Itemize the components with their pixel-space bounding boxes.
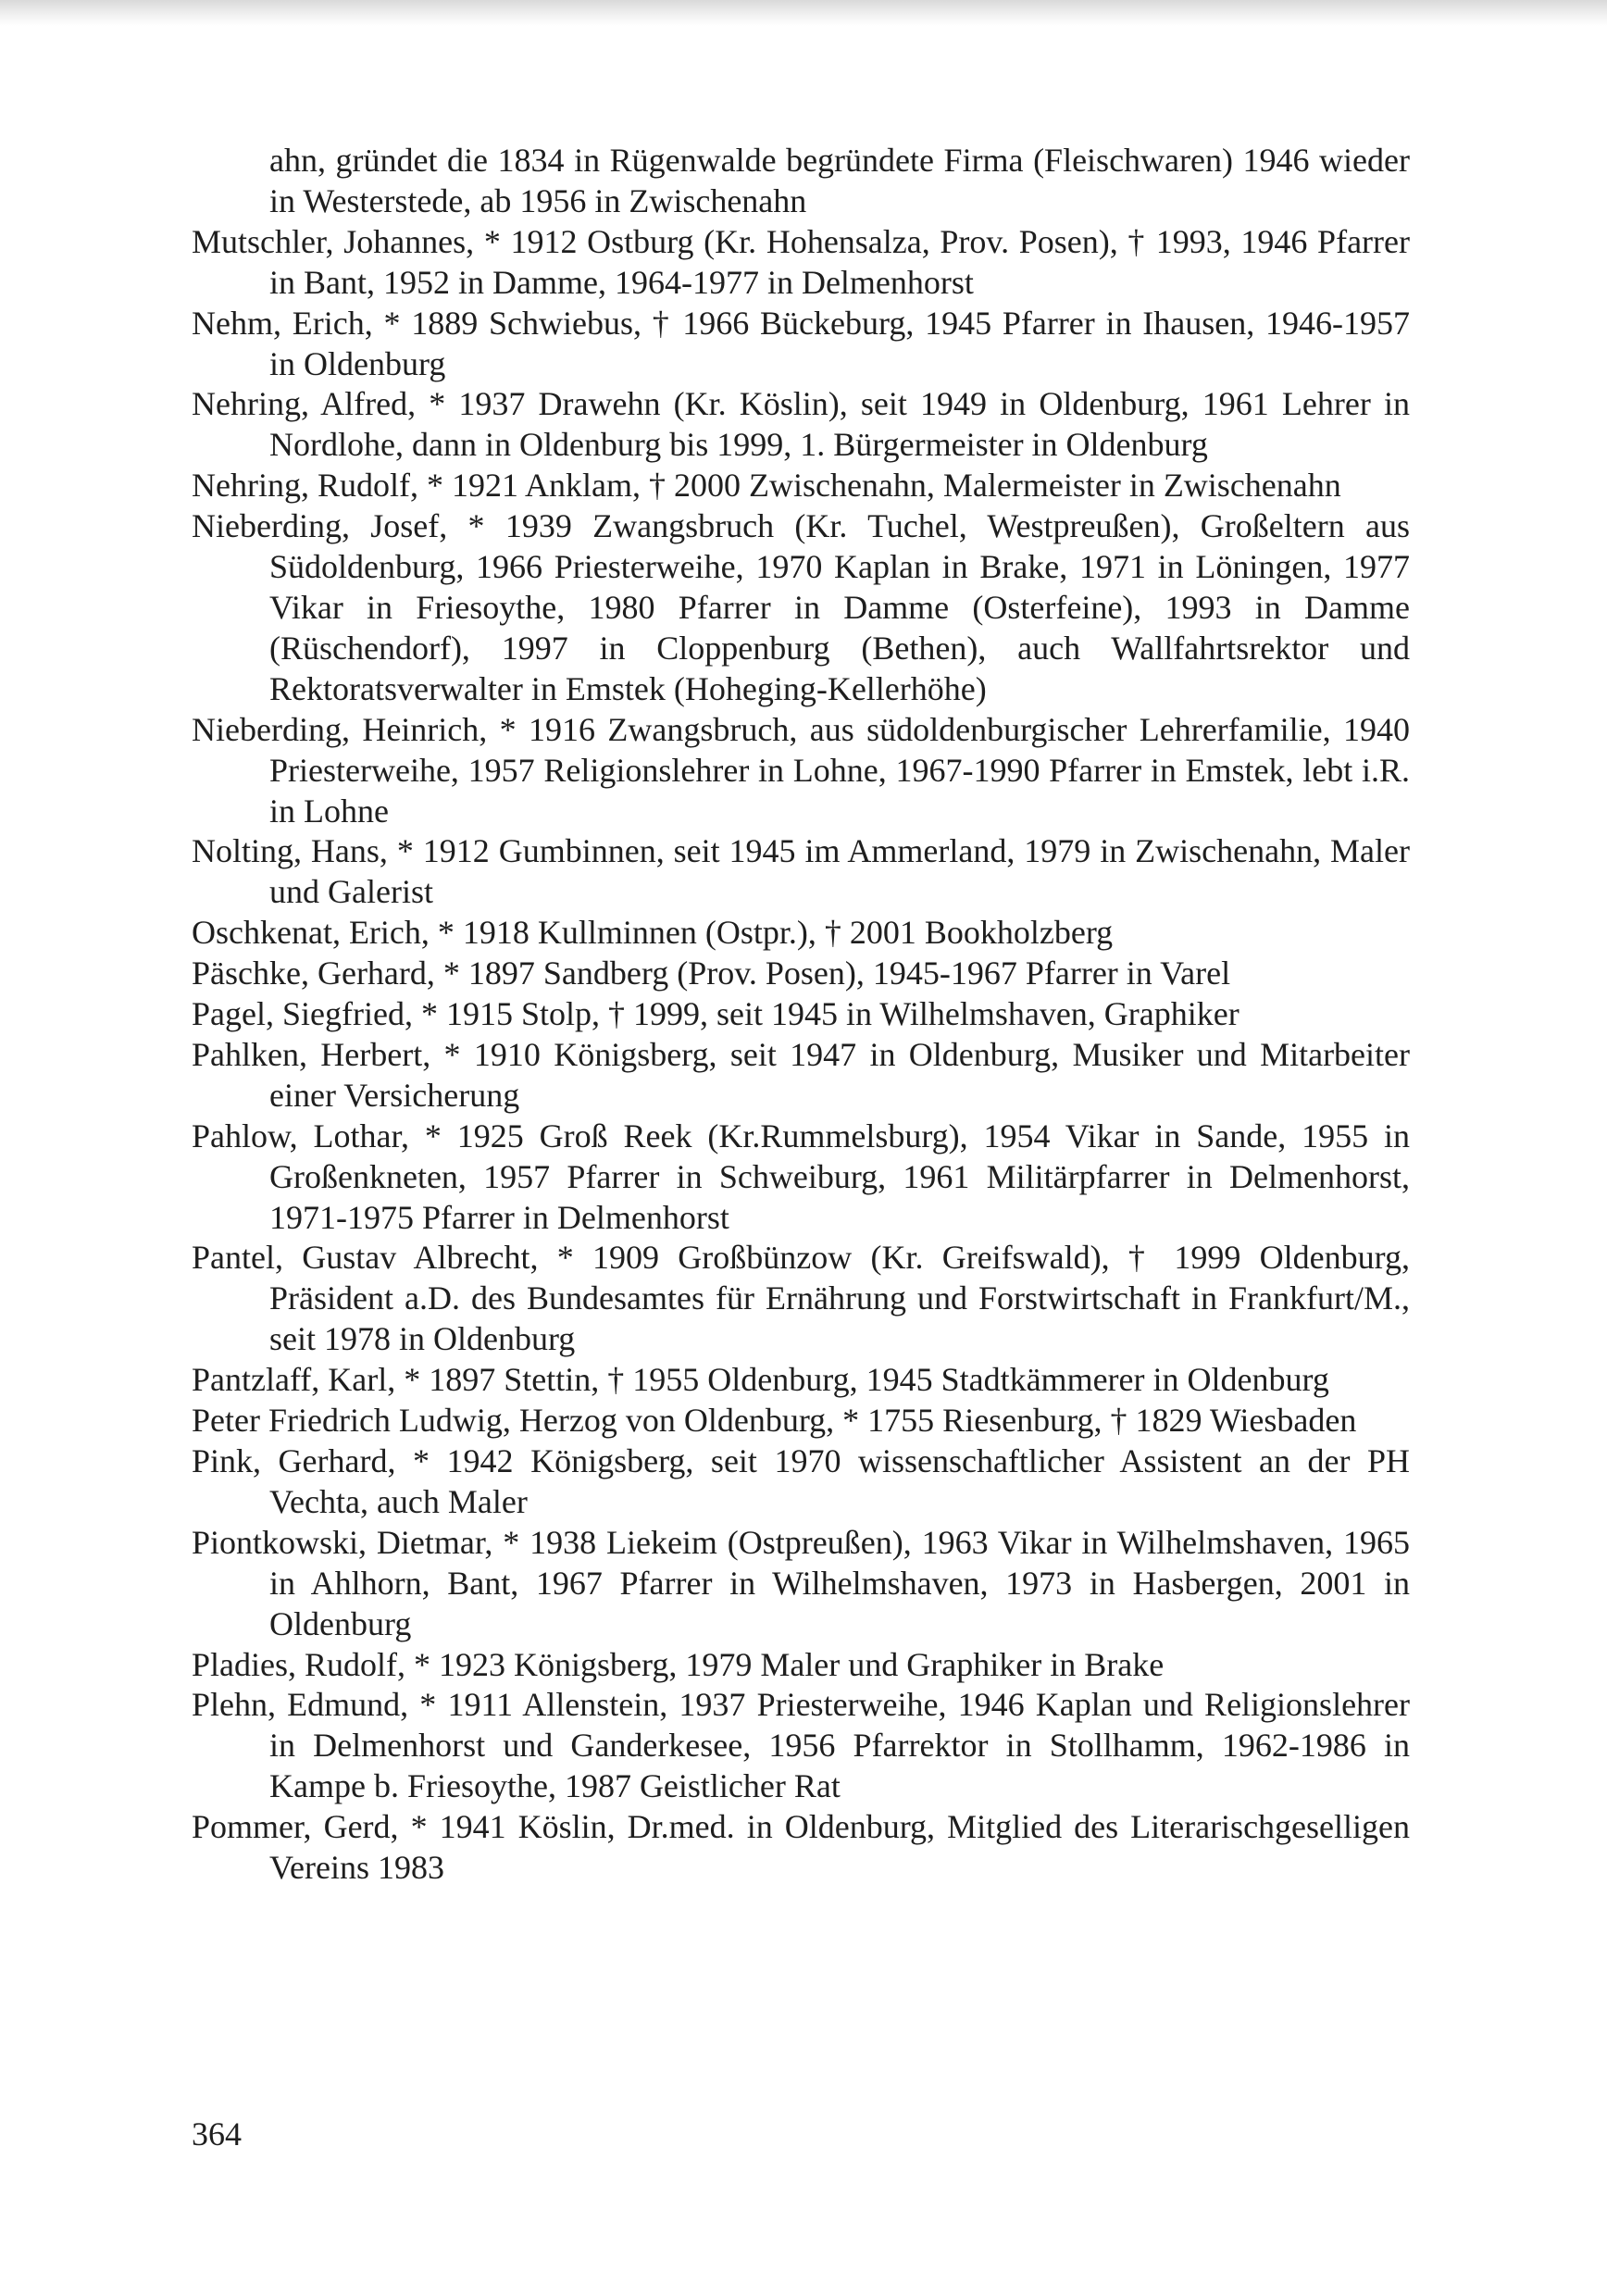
entry-pink-gerhard: Pink, Gerhard, * 1942 Königsberg, seit 1970 wissenschaftlicher Assistent an der PH Vechta, auch Maler (192, 1442, 1410, 1520)
entry-pantel-gustav-albrecht: Pantel, Gustav Albrecht, * 1909 Großbünzow (Kr. Greifswald), † 1999 Oldenburg, Präsident a.D. des Bundesamtes für Ernährung und Forstwirtschaft in Frankfurt/M., seit 1978 in Oldenburg (192, 1239, 1410, 1358)
entry-pagel-siegfried: Pagel, Siegfried, * 1915 Stolp, † 1999, seit 1945 in Wilhelmshaven, Graphiker (192, 995, 1240, 1033)
entry-nehring-alfred: Nehring, Alfred, * 1937 Drawehn (Kr. Köslin), seit 1949 in Oldenburg, 1961 Lehrer in Nordlohe, dann in Oldenburg bis 1999, 1. Bürgermeister in Oldenburg (192, 385, 1410, 464)
page-number: 364 (192, 2115, 242, 2152)
entry-peter-friedrich-ludwig: Peter Friedrich Ludwig, Herzog von Oldenburg, * 1755 Riesenburg, † 1829 Wiesbaden (192, 1402, 1357, 1440)
entry-nieberding-heinrich: Nieberding, Heinrich, * 1916 Zwangsbruch, aus südoldenburgischer Lehrerfamilie, 1940 Priesterweihe, 1957 Religionslehrer in Lohne, 1967-1990 Pfarrer in Emstek, lebt i.R. in Lohne (192, 710, 1410, 830)
entry-continuation: ahn, gründet die 1834 in Rügenwalde begründete Firma (Fleischwaren) 1946 wieder in Westerstede, ab 1956 in Zwischenahn (269, 142, 1410, 219)
entry-pommer-gerd: Pommer, Gerd, * 1941 Köslin, Dr.med. in Oldenburg, Mitglied des Literarischgeselligen Vereins 1983 (192, 1808, 1410, 1887)
scan-edge-shadow (0, 0, 1607, 26)
entry-pantzlaff-karl: Pantzlaff, Karl, * 1897 Stettin, † 1955 Oldenburg, 1945 Stadtkämmerer in Oldenburg (192, 1361, 1329, 1399)
entry-nehm-erich: Nehm, Erich, * 1889 Schwiebus, † 1966 Bückeburg, 1945 Pfarrer in Ihausen, 1946-1957 in Oldenburg (192, 304, 1410, 382)
entry-nieberding-josef: Nieberding, Josef, * 1939 Zwangsbruch (Kr. Tuchel, Westpreußen), Großeltern aus Südoldenburg, 1966 Priesterweihe, 1970 Kaplan in Brake, 1971 in Löningen, 1977 Vikar in Friesoythe, 1980 Pfarrer in Damme (Osterfeine), 1993 in Damme (Rüschendorf), 1997 in Cloppenburg (Bethen), auch Wallfahrtsrektor und Rektoratsverwalter in Emstek (Hoheging-Kellerhöhe) (192, 507, 1410, 707)
entry-piontkowski-dietmar: Piontkowski, Dietmar, * 1938 Liekeim (Ostpreußen), 1963 Vikar in Wilhelmshaven, 1965 in Ahlhorn, Bant, 1967 Pfarrer in Wilhelmshaven, 1973 in Hasbergen, 2001 in Oldenburg (192, 1523, 1410, 1642)
entry-pahlken-herbert: Pahlken, Herbert, * 1910 Königsberg, seit 1947 in Oldenburg, Musiker und Mitarbeiter einer Versicherung (192, 1035, 1410, 1114)
entry-nehring-rudolf: Nehring, Rudolf, * 1921 Anklam, † 2000 Zwischenahn, Malermeister in Zwischenahn (192, 467, 1341, 505)
entry-pahlow-lothar: Pahlow, Lothar, * 1925 Groß Reek (Kr.Rummelsburg), 1954 Vikar in Sande, 1955 in Großenkneten, 1957 Pfarrer in Schweiburg, 1961 Militärpfarrer in Delmenhorst, 1971-1975 Pfarrer in Delmenhorst (192, 1117, 1410, 1236)
entry-mutschler-johannes: Mutschler, Johannes, * 1912 Ostburg (Kr. Hohensalza, Prov. Posen), † 1993, 1946 Pfarrer in Bant, 1952 in Damme, 1964-1977 in Delmenhorst (192, 222, 1410, 301)
entry-plehn-edmund: Plehn, Edmund, * 1911 Allenstein, 1937 Priesterweihe, 1946 Kaplan und Religionslehrer in Delmenhorst und Ganderkesee, 1956 Pfarrektor in Stollhamm, 1962-1986 in Kampe b. Friesoythe, 1987 Geistlicher Rat (192, 1686, 1410, 1805)
biographical-entry-list (192, 141, 1410, 1889)
entry-paeschke-gerhard: Päschke, Gerhard, * 1897 Sandberg (Prov. Posen), 1945-1967 Pfarrer in Varel (192, 955, 1231, 992)
entry-oschkenat-erich: Oschkenat, Erich, * 1918 Kullminnen (Ostpr.), † 2001 Bookholzberg (192, 914, 1114, 952)
entry-pladies-rudolf: Pladies, Rudolf, * 1923 Königsberg, 1979 Maler und Graphiker in Brake (192, 1645, 1165, 1683)
entry-nolting-hans: Nolting, Hans, * 1912 Gumbinnen, seit 1945 im Ammerland, 1979 in Zwischenahn, Maler und Galerist (192, 832, 1410, 911)
